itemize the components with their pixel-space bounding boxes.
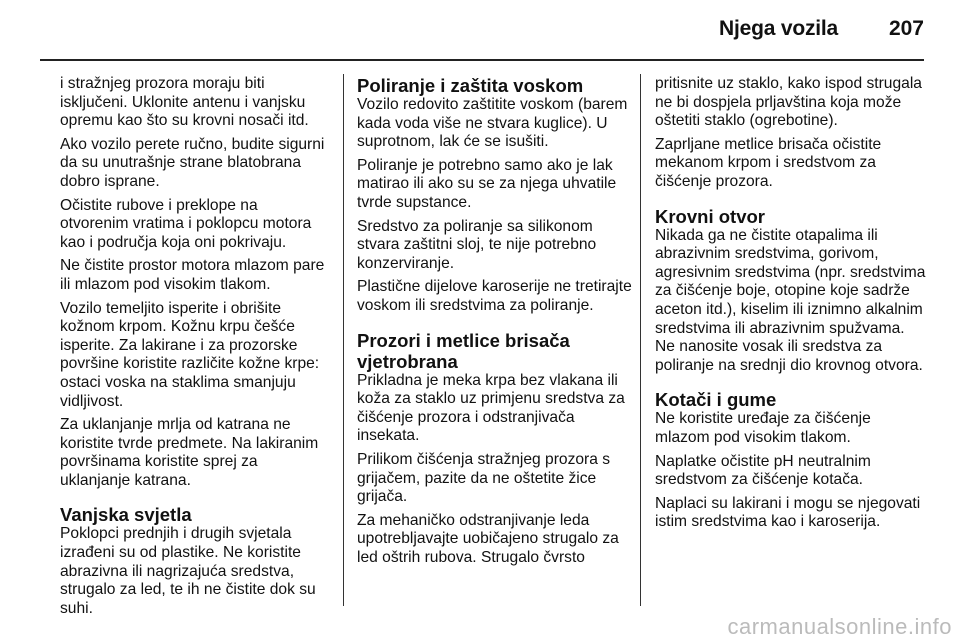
section-heading-wheels-tyres: Kotači i gume — [655, 389, 777, 411]
paragraph: Ako vozilo perete ručno, budite sigurni da su unutrašnje strane blatobrana dobro isprane. — [60, 135, 325, 190]
section-heading-polishing: Poliranje i zaštita voskom — [357, 75, 584, 96]
watermark: carmanualsonline.info — [727, 614, 952, 639]
paragraph: Zaprljane metlice brisača očistite mekanom krpom i sredstvom za čišćenje prozora. — [655, 135, 882, 190]
column-1 — [60, 75, 328, 623]
column-3 — [655, 75, 927, 537]
section-heading-exterior-lights: Vanjska svjetla — [60, 504, 192, 526]
paragraph: Plastične dijelove karoserije ne tretirajte voskom ili sredstvima za poliranje. — [357, 278, 632, 314]
paragraph: Poliranje je potrebno samo ako je lak matirao ili ako su se za njega uhvatile tvrde supstance. — [357, 156, 617, 211]
paragraph: pritisnite uz staklo, kako ispod strugala ne bi dospjela prljavština koja može oštetiti staklo (ogrebotine). — [655, 75, 922, 130]
column-divider — [343, 74, 344, 606]
paragraph: Prikladna je meka krpa bez vlakana ili koža za staklo uz primjenu sredstva za čišćenje prozora i odstranjivača insekata. — [357, 371, 625, 445]
paragraph: Prilikom čišćenja stražnjeg prozora s grijačem, pazite da ne oštetite žice grijača. — [357, 450, 611, 506]
column-divider — [640, 74, 641, 606]
paragraph: Očistite rubove i preklope na otvorenim vratima i poklopcu motora kao i područja koja oni pokrivaju. — [60, 196, 312, 251]
paragraph: Nikada ga ne čistite otapalima ili abrazivnim sredstvima, gorivom, agresivnim sredstvima (npr. sredstvima za čišćenje boje, otopine koje sadrže aceton itd.), kiselim ili iznimno alkalnim sredstvima ili abrazivnim spužvama. Ne nanosite vosak ili sredstva za poliranje na srednji dio krovnog otvora. — [655, 226, 926, 374]
paragraph: Za mehaničko odstranjivanje leda upotrebljavajte uobičajeno strugalo za led oštrih rubova. Strugalo čvrsto — [357, 511, 619, 566]
paragraph: Naplatke očistite pH neutralnim sredstvom za čišćenje kotača. — [655, 452, 871, 489]
header-rule — [40, 59, 924, 61]
page-number: 207 — [888, 17, 924, 40]
paragraph: Za uklanjanje mrlja od katrana ne koristite tvrde predmete. Na lakiranim površinama koristite sprej za uklanjanje katrana. — [60, 416, 319, 489]
paragraph: Sredstvo za poliranje sa silikonom stvara zaštitni sloj, te nije potrebno konzerviranje. — [357, 217, 597, 272]
paragraph: Ne čistite prostor motora mlazom pare ili mlazom pod visokim tlakom. — [60, 257, 325, 293]
page-header — [0, 0, 960, 60]
section-heading-sunroof: Krovni otvor — [655, 205, 765, 227]
paragraph: Vozilo temeljito isperite i obrišite kožnom krpom. Kožnu krpu češće isperite. Za lakirane i za prozorske površine koristite različite kožne krpe: ostaci voska na staklima smanjuju vidljivost. — [60, 299, 320, 410]
paragraph: Vozilo redovito zaštitite voskom (barem kada voda više ne stvara kuglice). U suprotnom, lak će se isušiti. — [357, 96, 628, 151]
column-2 — [357, 75, 633, 572]
paragraph: Poklopci prednjih i drugih svjetala izrađeni su od plastike. Ne koristite abrazivna ili nagrizajuća sredstva, strugalo za led, te ih ne čistite dok su suhi. — [60, 525, 316, 617]
paragraph: i stražnjeg prozora moraju biti isključeni. Uklonite antenu i vanjsku opremu kao što su krovni nosači itd. — [60, 75, 309, 130]
section-heading-windows-wipers: Prozori i metlice brisača vjetrobrana — [357, 329, 570, 372]
paragraph: Naplaci su lakirani i mogu se njegovati istim sredstvima kao i karoserija. — [655, 494, 921, 531]
paragraph: Ne koristite uređaje za čišćenje mlazom pod visokim tlakom. — [655, 410, 871, 446]
page-title: Njega vozila — [719, 17, 838, 40]
